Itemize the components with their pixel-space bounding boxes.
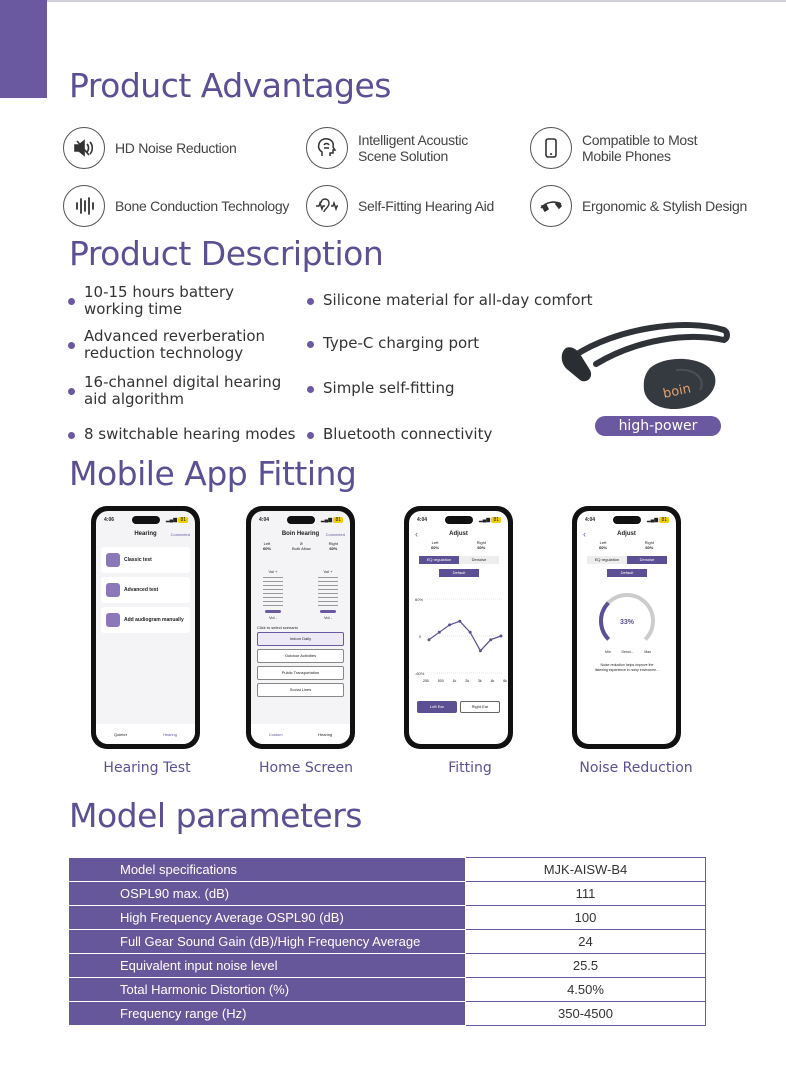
- tab-eq[interactable]: EQ regulation: [594, 557, 620, 562]
- phone-screen: 4:04 ▂▄▆ 81 ‹ Adjust Left 60% Right 60% EQ regulation Denoise Default 60% 0 -60% 250 500 1k 2k 3k 4k 6k Left Ear Right Ear: [409, 511, 508, 744]
- svg-text:-60%: -60%: [415, 671, 425, 676]
- table-row: OSPL90 max. (dB) 111: [70, 882, 706, 906]
- right-volume[interactable]: Vol + Vol -: [314, 569, 342, 620]
- svg-text:0: 0: [419, 634, 422, 639]
- left-volume[interactable]: Vol + Vol -: [259, 569, 287, 620]
- table-row: Frequency range (Hz) 350-4500: [70, 1002, 706, 1026]
- speaker-mute-icon: [63, 127, 105, 169]
- description-heading: Product Description: [69, 234, 384, 273]
- advantage-noise-reduction: [63, 127, 236, 169]
- denoise-gauge[interactable]: [597, 591, 657, 651]
- bottom-nav: [96, 724, 195, 744]
- nav-hearing[interactable]: Hearing: [318, 731, 333, 737]
- advanced-test-button[interactable]: Advanced test: [101, 577, 190, 603]
- description-bullet: Bluetooth connectivity: [307, 426, 492, 443]
- eq-point[interactable]: [500, 635, 503, 638]
- advantage-label: Ergonomic & Stylish Design: [582, 198, 747, 214]
- screen-title: Adjust: [617, 531, 636, 537]
- bottom-nav: [251, 724, 350, 744]
- product-logo: boin: [661, 381, 693, 402]
- eq-chart: [415, 591, 503, 681]
- screen-title: Hearing: [134, 531, 157, 537]
- description-bullet: 10-15 hours battery working time: [68, 284, 258, 318]
- caption-fitting: Fitting: [448, 760, 492, 776]
- description-bullet: Advanced reverberation reduction technology: [68, 328, 288, 362]
- nav-custom[interactable]: Custom: [268, 731, 283, 737]
- table-row: Equivalent input noise level 25.5: [70, 954, 706, 978]
- default-button[interactable]: Default: [607, 569, 647, 577]
- description-bullet: 8 switchable hearing modes: [68, 426, 296, 443]
- headset-icon: [530, 185, 572, 227]
- eq-point[interactable]: [479, 649, 482, 652]
- caption-home-screen: Home Screen: [259, 760, 353, 776]
- nav-hearing[interactable]: Hearing: [163, 731, 178, 737]
- table-row: Full Gear Sound Gain (dB)/High Frequency Average 24: [70, 930, 706, 954]
- description-bullet: Simple self-fitting: [307, 380, 454, 397]
- back-icon[interactable]: ‹: [583, 529, 586, 539]
- description-bullet: Silicone material for all-day comfort: [307, 292, 593, 309]
- left-ear-button[interactable]: Left Ear: [417, 701, 457, 713]
- advantage-label: HD Noise Reduction: [115, 140, 237, 156]
- advantage-compatible: [530, 127, 702, 169]
- accent-bar: [0, 0, 47, 98]
- advantage-acoustic-scene: [306, 127, 478, 169]
- advantage-label: Intelligent Acoustic Scene Solution: [358, 132, 468, 164]
- classic-test-button[interactable]: Classic test: [101, 547, 190, 573]
- tab-eq[interactable]: EQ regulation: [419, 556, 459, 564]
- phone-noise-reduction: [572, 506, 681, 749]
- phone-screen: 4:06 ▂▄▆ 81 Hearing Connected Classic test Advanced test Add audiogram manually Quieter Hearing: [96, 511, 195, 744]
- parameters-table: [69, 857, 706, 1026]
- description-bullet: 16-channel digital hearing aid algorithm: [68, 374, 288, 408]
- advantage-self-fitting: [306, 185, 494, 227]
- params-heading: Model parameters: [69, 796, 362, 835]
- headphones-product-image: [556, 318, 731, 428]
- ear-wave-icon: [306, 185, 348, 227]
- eq-point[interactable]: [428, 638, 431, 641]
- eq-point[interactable]: [438, 631, 441, 634]
- head-brain-icon: [306, 127, 348, 169]
- phone-home-screen: [246, 506, 355, 749]
- advantage-bone-conduction: [63, 185, 289, 227]
- caption-hearing-test: Hearing Test: [103, 760, 191, 776]
- eq-point[interactable]: [448, 623, 451, 626]
- svg-text:33%: 33%: [619, 619, 635, 626]
- top-rule: [0, 0, 786, 2]
- advantage-label: Self-Fitting Hearing Aid: [358, 198, 494, 214]
- high-power-badge: high-power: [595, 416, 721, 436]
- description-bullet: Type-C charging port: [307, 335, 479, 352]
- scene-public-transportation[interactable]: Public Transportation: [257, 666, 344, 680]
- back-icon[interactable]: ‹: [415, 529, 418, 539]
- phone-hearing-test: [91, 506, 200, 749]
- smartphone-icon: [530, 127, 572, 169]
- scene-list: [257, 632, 344, 697]
- screen-title: Boin Hearing: [281, 531, 320, 537]
- eq-point[interactable]: [469, 631, 472, 634]
- scene-indoor-daily[interactable]: Indoor Daily: [257, 632, 344, 646]
- table-row: Model specifications MJK-AISW-B4: [70, 858, 706, 882]
- advantage-label: Compatible to Most Mobile Phones: [582, 132, 698, 164]
- right-ear-button[interactable]: Right Ear: [460, 701, 500, 713]
- eq-freq-labels: 250 500 1k 2k 3k 4k 6k: [423, 679, 507, 683]
- mode-tabs: [587, 556, 667, 564]
- diamond-icon: [106, 583, 120, 597]
- gauge-labels: Min Denoi... Max: [605, 650, 651, 654]
- sound-wave-icon: [63, 185, 105, 227]
- table-row: High Frequency Average OSPL90 (dB) 100: [70, 906, 706, 930]
- phone-screen: 4:04 ▂▄▆ 81 Boin Hearing Connected Left 60% ⊘ Both Allow Right 60% Vol + Vol - Vol + Vol - Click to select scenario Indoor Daily Outdoor Activities Public Transportation Social Lines Custom Hearing: [251, 511, 350, 744]
- mode-tabs: [419, 556, 499, 564]
- screen-title: Adjust: [449, 531, 468, 537]
- default-button[interactable]: Default: [439, 569, 479, 577]
- svg-text:60%: 60%: [415, 597, 424, 602]
- phone-screen: 4:04 ▂▄▆ 81 ‹ Adjust Left 60% Right 60% EQ regulation Denoise Default 33% Min Denoi... Max Noise reduction helps improve the listening experience in noisy environme...: [577, 511, 676, 744]
- advantage-label: Bone Conduction Technology: [115, 198, 290, 214]
- add-audiogram-button[interactable]: Add audiogram manually: [101, 607, 190, 633]
- scene-outdoor-activities[interactable]: Outdoor Activities: [257, 649, 344, 663]
- eq-point[interactable]: [489, 638, 492, 641]
- table-row: Total Harmonic Distortion (%) 4.50%: [70, 978, 706, 1002]
- app-heading: Mobile App Fitting: [69, 454, 357, 493]
- scene-social-lines[interactable]: Social Lines: [257, 683, 344, 697]
- eq-point[interactable]: [458, 620, 461, 623]
- caption-noise-reduction: Noise Reduction: [579, 760, 693, 776]
- advantages-heading: Product Advantages: [69, 66, 391, 105]
- sliders-icon: [106, 613, 120, 627]
- denoise-note: Noise reduction helps improve the listening experience in noisy environme...: [595, 663, 660, 672]
- phone-fitting: [404, 506, 513, 749]
- advantage-ergonomic: [530, 185, 747, 227]
- nav-quieter[interactable]: Quieter: [113, 731, 128, 737]
- tab-denoise[interactable]: Denoise: [471, 557, 487, 562]
- tab-denoise[interactable]: Denoise: [627, 556, 667, 564]
- headphones-icon: [106, 553, 120, 567]
